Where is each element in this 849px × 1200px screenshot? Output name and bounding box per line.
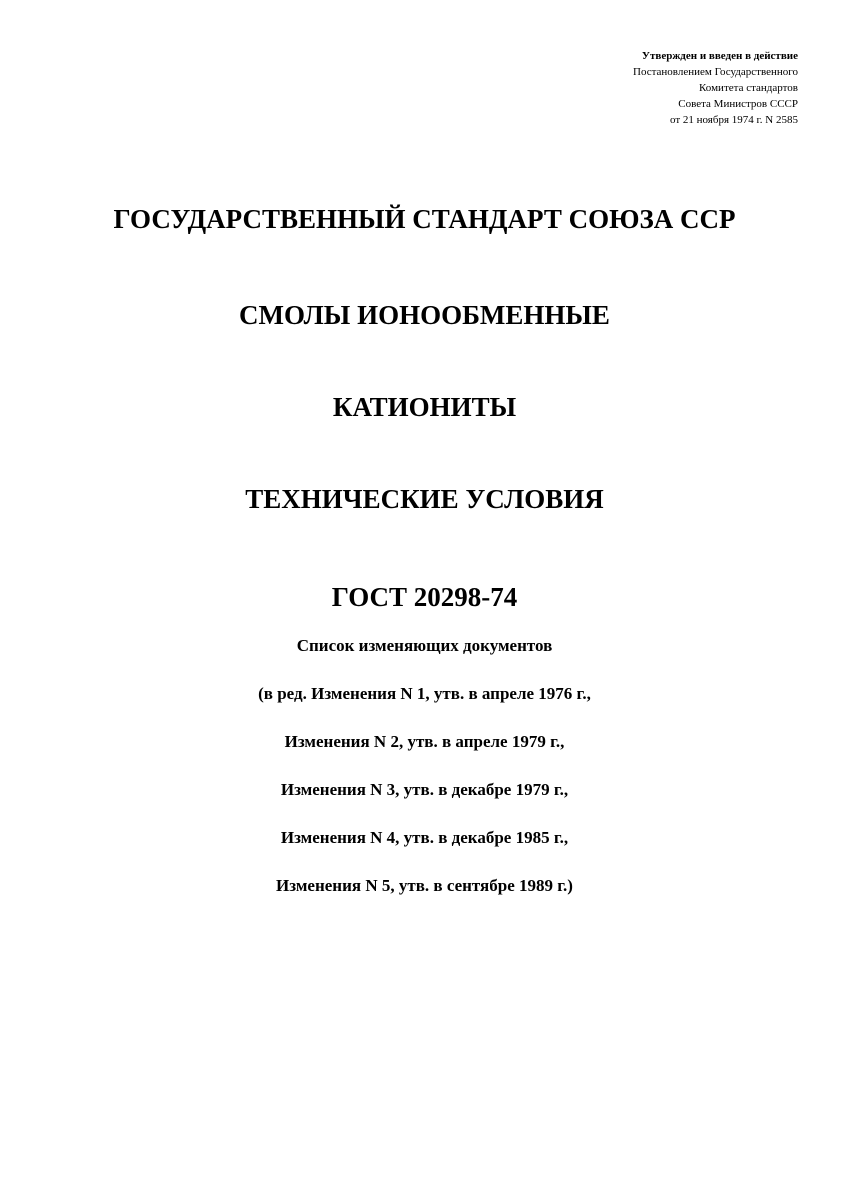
- changes-caption: Список изменяющих документов: [296, 636, 553, 655]
- product-title: СМОЛЫ ИОНООБМЕННЫЕ: [239, 300, 610, 330]
- change-item: Изменения N 4, утв. в декабре 1985 г.,: [280, 828, 569, 847]
- gost-code: ГОСТ 20298-74: [331, 582, 518, 612]
- change-item: Изменения N 5, утв. в сентябре 1989 г.): [276, 876, 573, 895]
- approval-line: от 21 ноября 1974 г. N 2585: [669, 114, 798, 126]
- change-item: Изменения N 3, утв. в декабре 1979 г.,: [280, 780, 569, 799]
- change-item: Изменения N 2, утв. в апреле 1979 г.,: [284, 732, 565, 751]
- approval-line: Комитета стандартов: [699, 82, 798, 94]
- approval-line: Совета Министров СССР: [678, 98, 798, 110]
- change-item: (в ред. Изменения N 1, утв. в апреле 1976 г.,: [258, 684, 591, 703]
- subproduct-title: КАТИОНИТЫ: [332, 392, 517, 422]
- approval-note: [633, 48, 798, 128]
- document-kind-title: ТЕХНИЧЕСКИЕ УСЛОВИЯ: [245, 484, 604, 514]
- approval-line: Постановлением Государственного: [633, 66, 798, 78]
- approval-line: Утвержден и введен в действие: [641, 50, 798, 62]
- standard-title: ГОСУДАРСТВЕННЫЙ СТАНДАРТ СОЮЗА ССР: [113, 204, 736, 234]
- changes-list: [0, 636, 849, 924]
